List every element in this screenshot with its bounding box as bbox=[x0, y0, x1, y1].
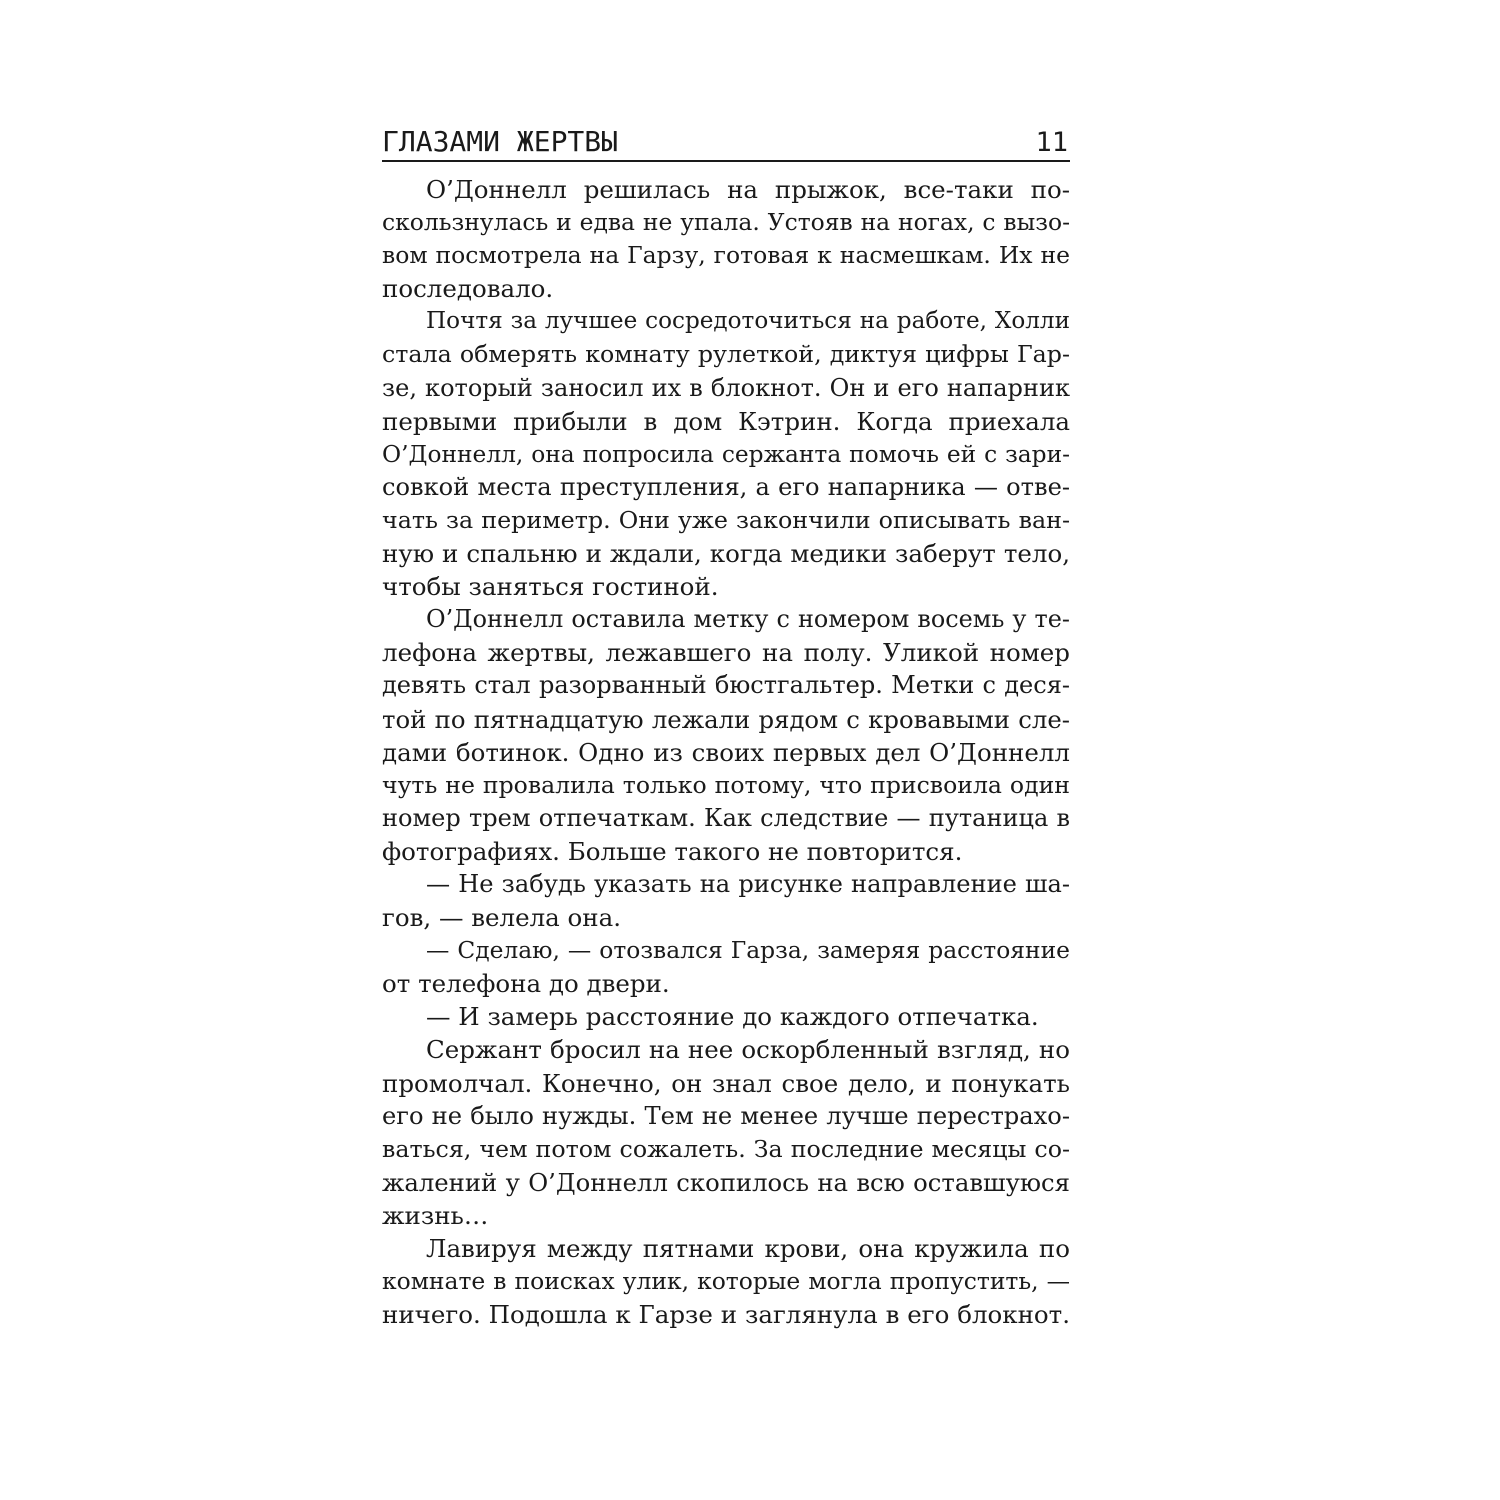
text-line: — И замерь расстояние до каждого отпечатка. bbox=[426, 1002, 1039, 1032]
page-number: 11 bbox=[1035, 127, 1068, 158]
text-line: ную и спальню и ждали, когда медики заберут тело, bbox=[382, 539, 1070, 569]
text-line: дами ботинок. Одно из своих первых дел О’Доннелл bbox=[382, 737, 1070, 767]
text-line: вом посмотрела на Гарзу, готовая к насмешкам. Их не bbox=[382, 241, 1070, 270]
text-line: Лавируя между пятнами крови, она кружила по bbox=[426, 1234, 1070, 1263]
text-line: — Сделаю, — отозвался Гарза, замеряя расстояние bbox=[426, 936, 1070, 965]
text-line: фотографиях. Больше такого не повторится. bbox=[382, 836, 963, 866]
text-line: ничего. Подошла к Гарзе и заглянула в его блокнот. bbox=[382, 1300, 1070, 1330]
text-line: О’Доннелл оставила метку с номером восемь у те- bbox=[426, 605, 1070, 634]
running-head bbox=[382, 118, 1070, 162]
text-line: чуть не провалила только потому, что присвоила один bbox=[382, 770, 1070, 799]
text-line: девять стал разорванный бюстгальтер. Метки с деся- bbox=[382, 671, 1070, 700]
text-line: лефона жертвы, лежавшего на полу. Уликой номер bbox=[382, 638, 1070, 668]
text-line: гов, — велела она. bbox=[382, 903, 622, 933]
running-head-title: ГЛАЗАМИ ЖЕРТВЫ bbox=[382, 125, 619, 158]
text-line: совкой места преступления, а его напарника — отве- bbox=[382, 472, 1070, 501]
text-line: жизнь… bbox=[382, 1200, 489, 1230]
text-line: последовало. bbox=[382, 274, 554, 304]
text-line: чтобы заняться гостиной. bbox=[382, 572, 719, 602]
text-line: жалений у О’Доннелл скопилось на всю оставшуюся bbox=[382, 1167, 1070, 1197]
text-line: зе, который заносил их в блокнот. Он и его напарник bbox=[382, 373, 1070, 402]
text-line: от телефона до двери. bbox=[382, 969, 670, 999]
text-line: номер трем отпечаткам. Как следствие — путаница в bbox=[382, 803, 1070, 832]
text-line: Сержант бросил на нее оскорбленный взгляд, но bbox=[426, 1035, 1070, 1065]
text-line: его не было нужды. Тем не менее лучше перестрахо- bbox=[382, 1101, 1070, 1130]
text-line: той по пятнадцатую лежали рядом с кровавыми сле- bbox=[382, 704, 1070, 734]
text-line: промолчал. Конечно, он знал свое дело, и понукать bbox=[382, 1068, 1070, 1098]
text-line: — Не забудь указать на рисунке направление ша- bbox=[426, 869, 1070, 898]
book-page bbox=[382, 118, 1070, 1331]
text-line: первыми прибыли в дом Кэтрин. Когда приехала bbox=[382, 406, 1070, 436]
body-text bbox=[382, 173, 1070, 1331]
text-line: Почтя за лучшее сосредоточиться на работе, Холли bbox=[426, 308, 1070, 335]
text-line: чать за периметр. Они уже закончили описывать ван- bbox=[382, 505, 1070, 534]
text-line: О’Доннелл, она попросила сержанта помочь ей с зари- bbox=[382, 440, 1070, 468]
text-line: скользнулась и едва не упала. Устояв на ногах, с вызо- bbox=[382, 208, 1070, 237]
text-line: О’Доннелл решилась на прыжок, все-таки по- bbox=[426, 175, 1070, 204]
text-line: стала обмерять комнату рулеткой, диктуя цифры Гар- bbox=[382, 340, 1070, 369]
text-line: ваться, чем потом сожалеть. За последние месяцы со- bbox=[382, 1134, 1070, 1163]
text-line: комнате в поисках улик, которые могла пропустить, — bbox=[382, 1267, 1070, 1296]
